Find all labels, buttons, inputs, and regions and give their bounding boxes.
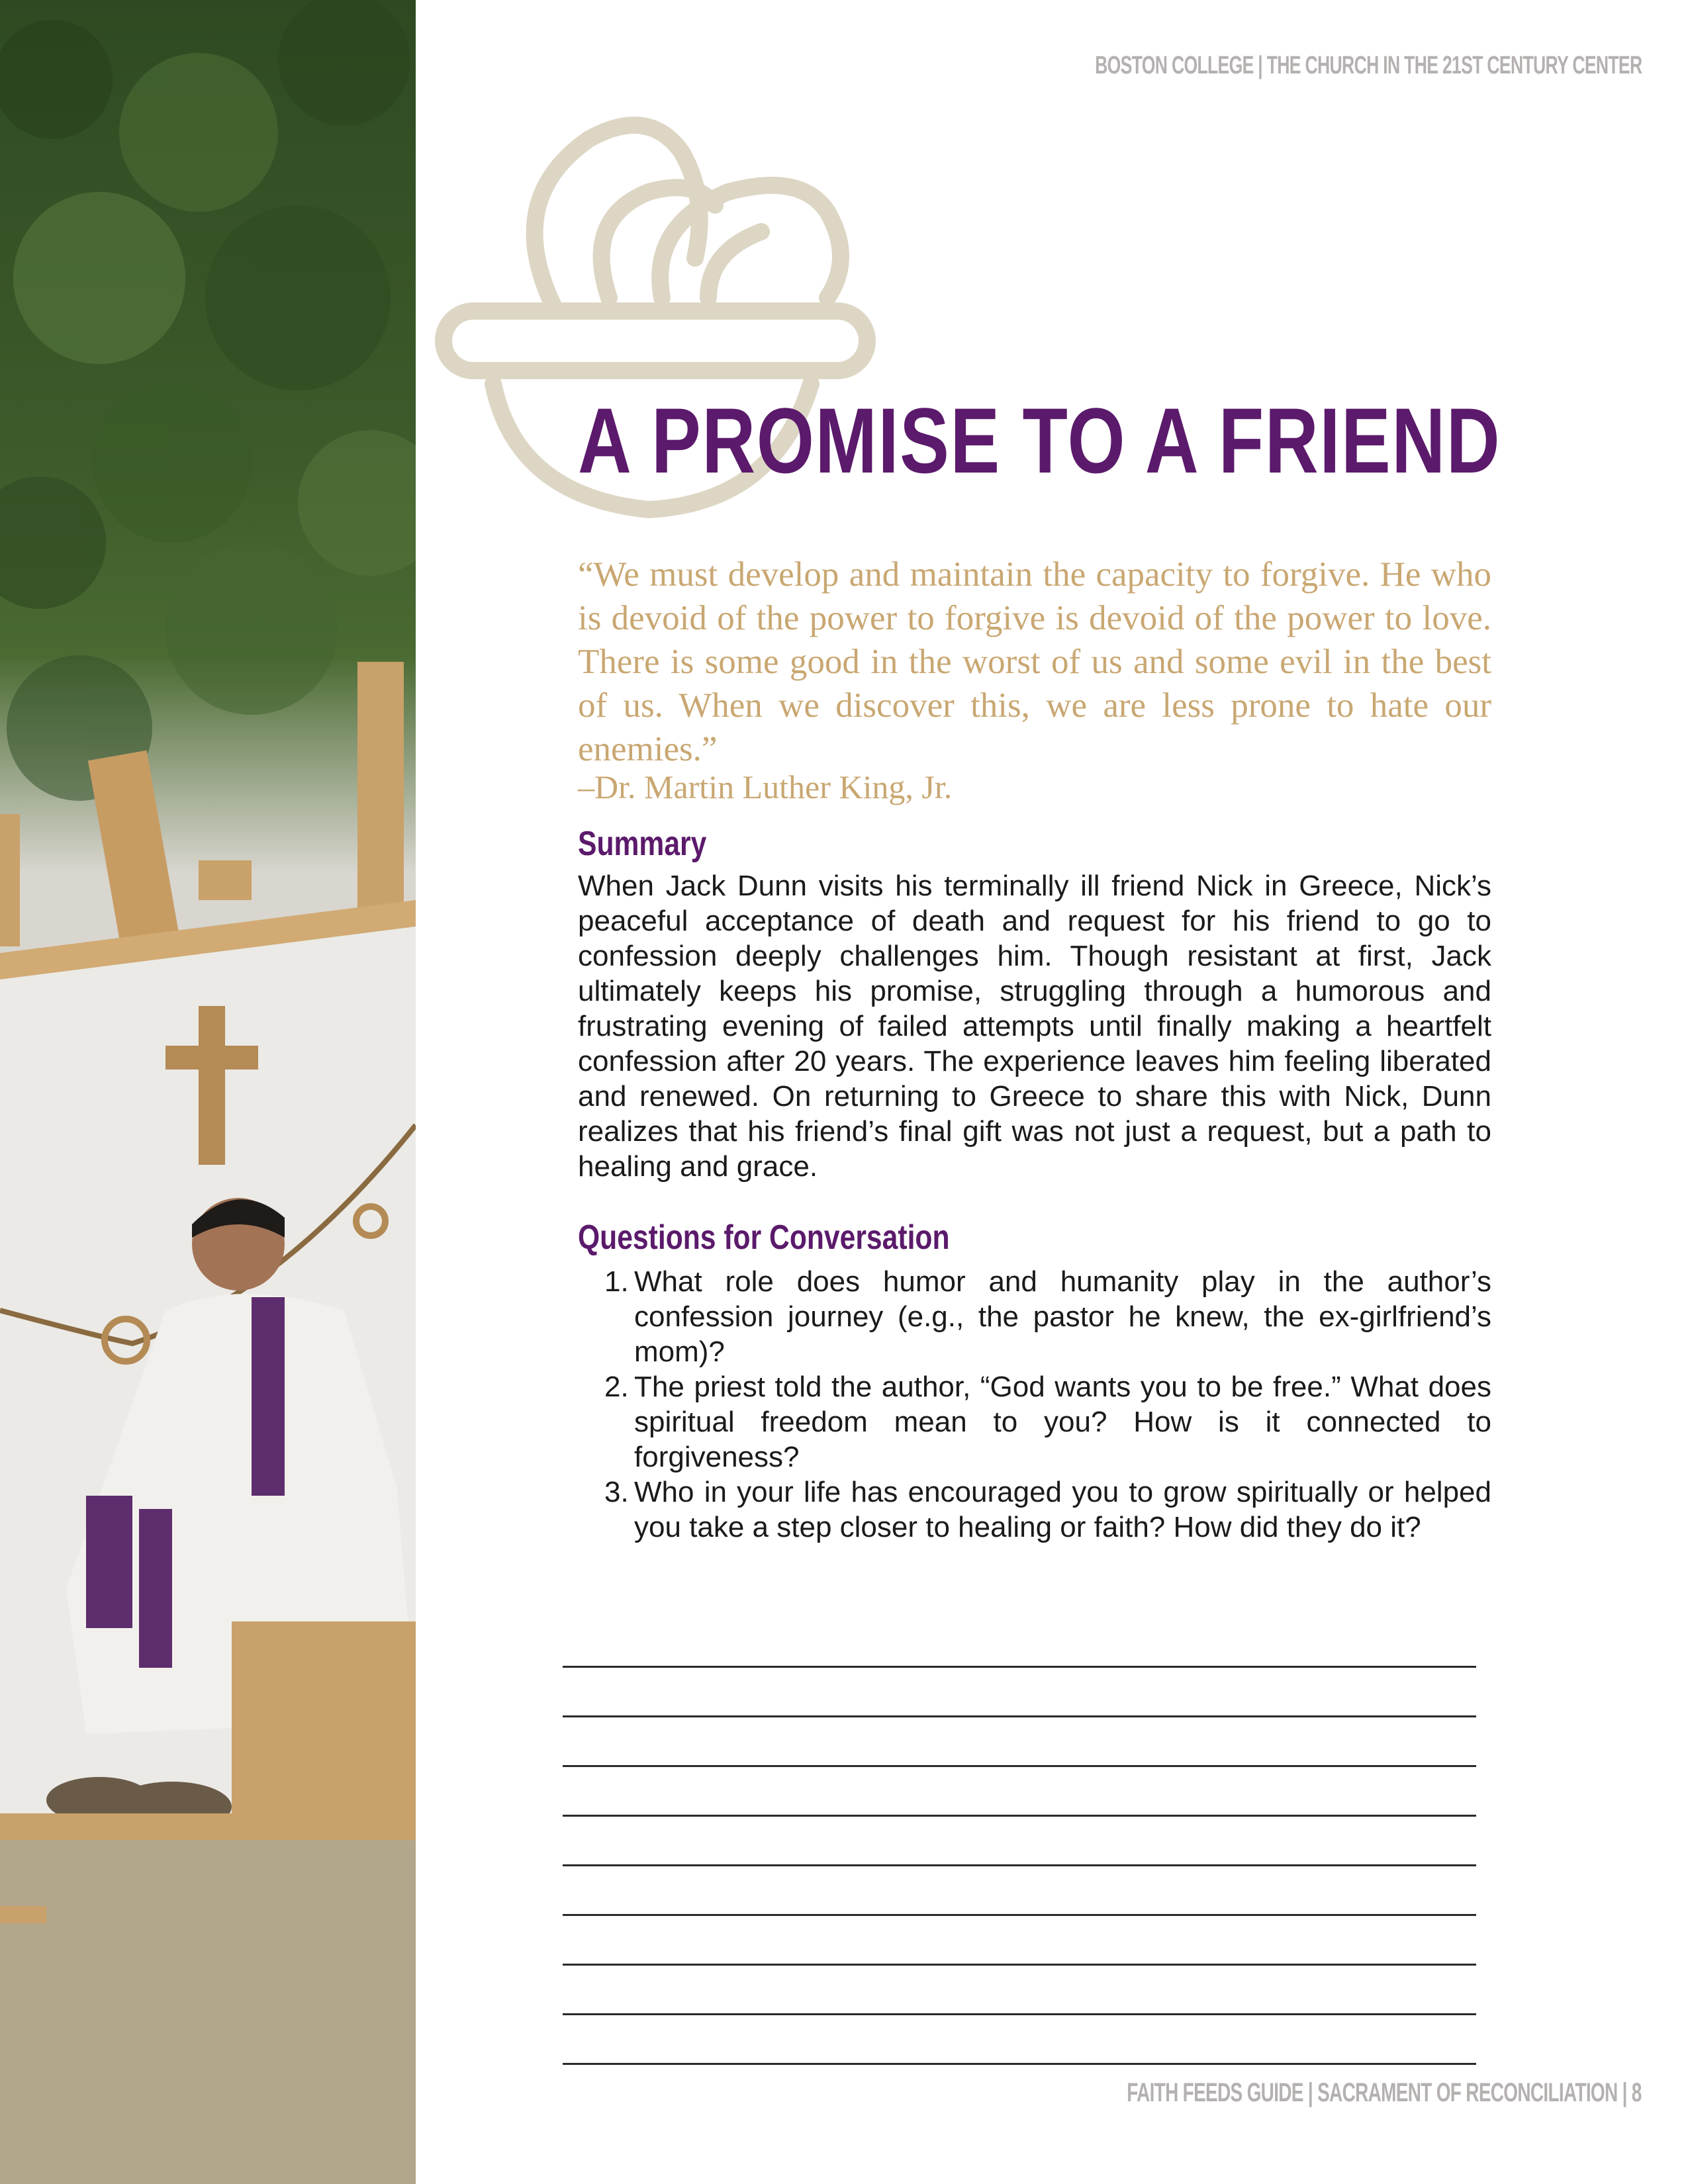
writing-line[interactable] <box>563 1966 1476 2015</box>
page-footer: FAITH FEEDS GUIDE | SACRAMENT OF RECONCILIATION | 8 <box>1127 2078 1642 2107</box>
confession-photo <box>0 0 416 2184</box>
questions-list <box>578 1264 1491 1545</box>
writing-line[interactable] <box>563 1817 1476 1866</box>
writing-line[interactable] <box>563 1866 1476 1916</box>
writing-line[interactable] <box>563 1618 1476 1668</box>
question-number: 1. <box>604 1265 629 1298</box>
question-item <box>578 1264 1491 1369</box>
writing-line[interactable] <box>563 1668 1476 1717</box>
question-text: Who in your life has encouraged you to grow spiritually or helped you take a step closer to healing or faith? How did they do it? <box>634 1476 1491 1543</box>
writing-lines <box>563 1618 1476 2065</box>
question-number: 3. <box>604 1476 629 1508</box>
writing-line[interactable] <box>563 2015 1476 2065</box>
summary-text: When Jack Dunn visits his terminally ill friend Nick in Greece, Nick’s peaceful acceptance of death and request for his friend to go to confession deeply challenges him. Though resistant at first, Jack ultimately keeps his promise, struggling through a humorous and frustrating evening of failed attempts until finally making a heartfelt confession after 20 years. The experience leaves him feeling liberated and renewed. On returning to Greece to share this with Nick, Dunn realizes that his friend’s final gift was not just a request, but a path to healing and grace. <box>578 870 1491 1183</box>
question-item <box>578 1475 1491 1545</box>
question-text: What role does humor and humanity play in the author’s confession journey (e.g., the pastor he knew, the ex-girlfriend’s mom)? <box>634 1265 1491 1368</box>
page-title: A PROMISE TO A FRIEND <box>578 388 1501 492</box>
page-header: BOSTON COLLEGE | THE CHURCH IN THE 21ST CENTURY CENTER <box>1094 52 1642 79</box>
writing-line[interactable] <box>563 1767 1476 1817</box>
question-number: 2. <box>604 1371 629 1403</box>
summary-heading: Summary <box>578 825 707 863</box>
quote-text: “We must develop and maintain the capacity to forgive. He who is devoid of the power to forgive is devoid of the power to love. There is some good in the worst of us and some evil in the best of us. When we discover this, we are less prone to hate our enemies.” <box>578 555 1491 768</box>
question-item <box>578 1369 1491 1475</box>
questions-heading: Questions for Conversation <box>578 1218 950 1257</box>
writing-line[interactable] <box>563 1717 1476 1767</box>
quote-author: –Dr. Martin Luther King, Jr. <box>578 768 953 805</box>
question-text: The priest told the author, “God wants you to be free.” What does spiritual freedom mean to you? How is it connected to forgiveness? <box>634 1371 1491 1473</box>
writing-line[interactable] <box>563 1916 1476 1966</box>
